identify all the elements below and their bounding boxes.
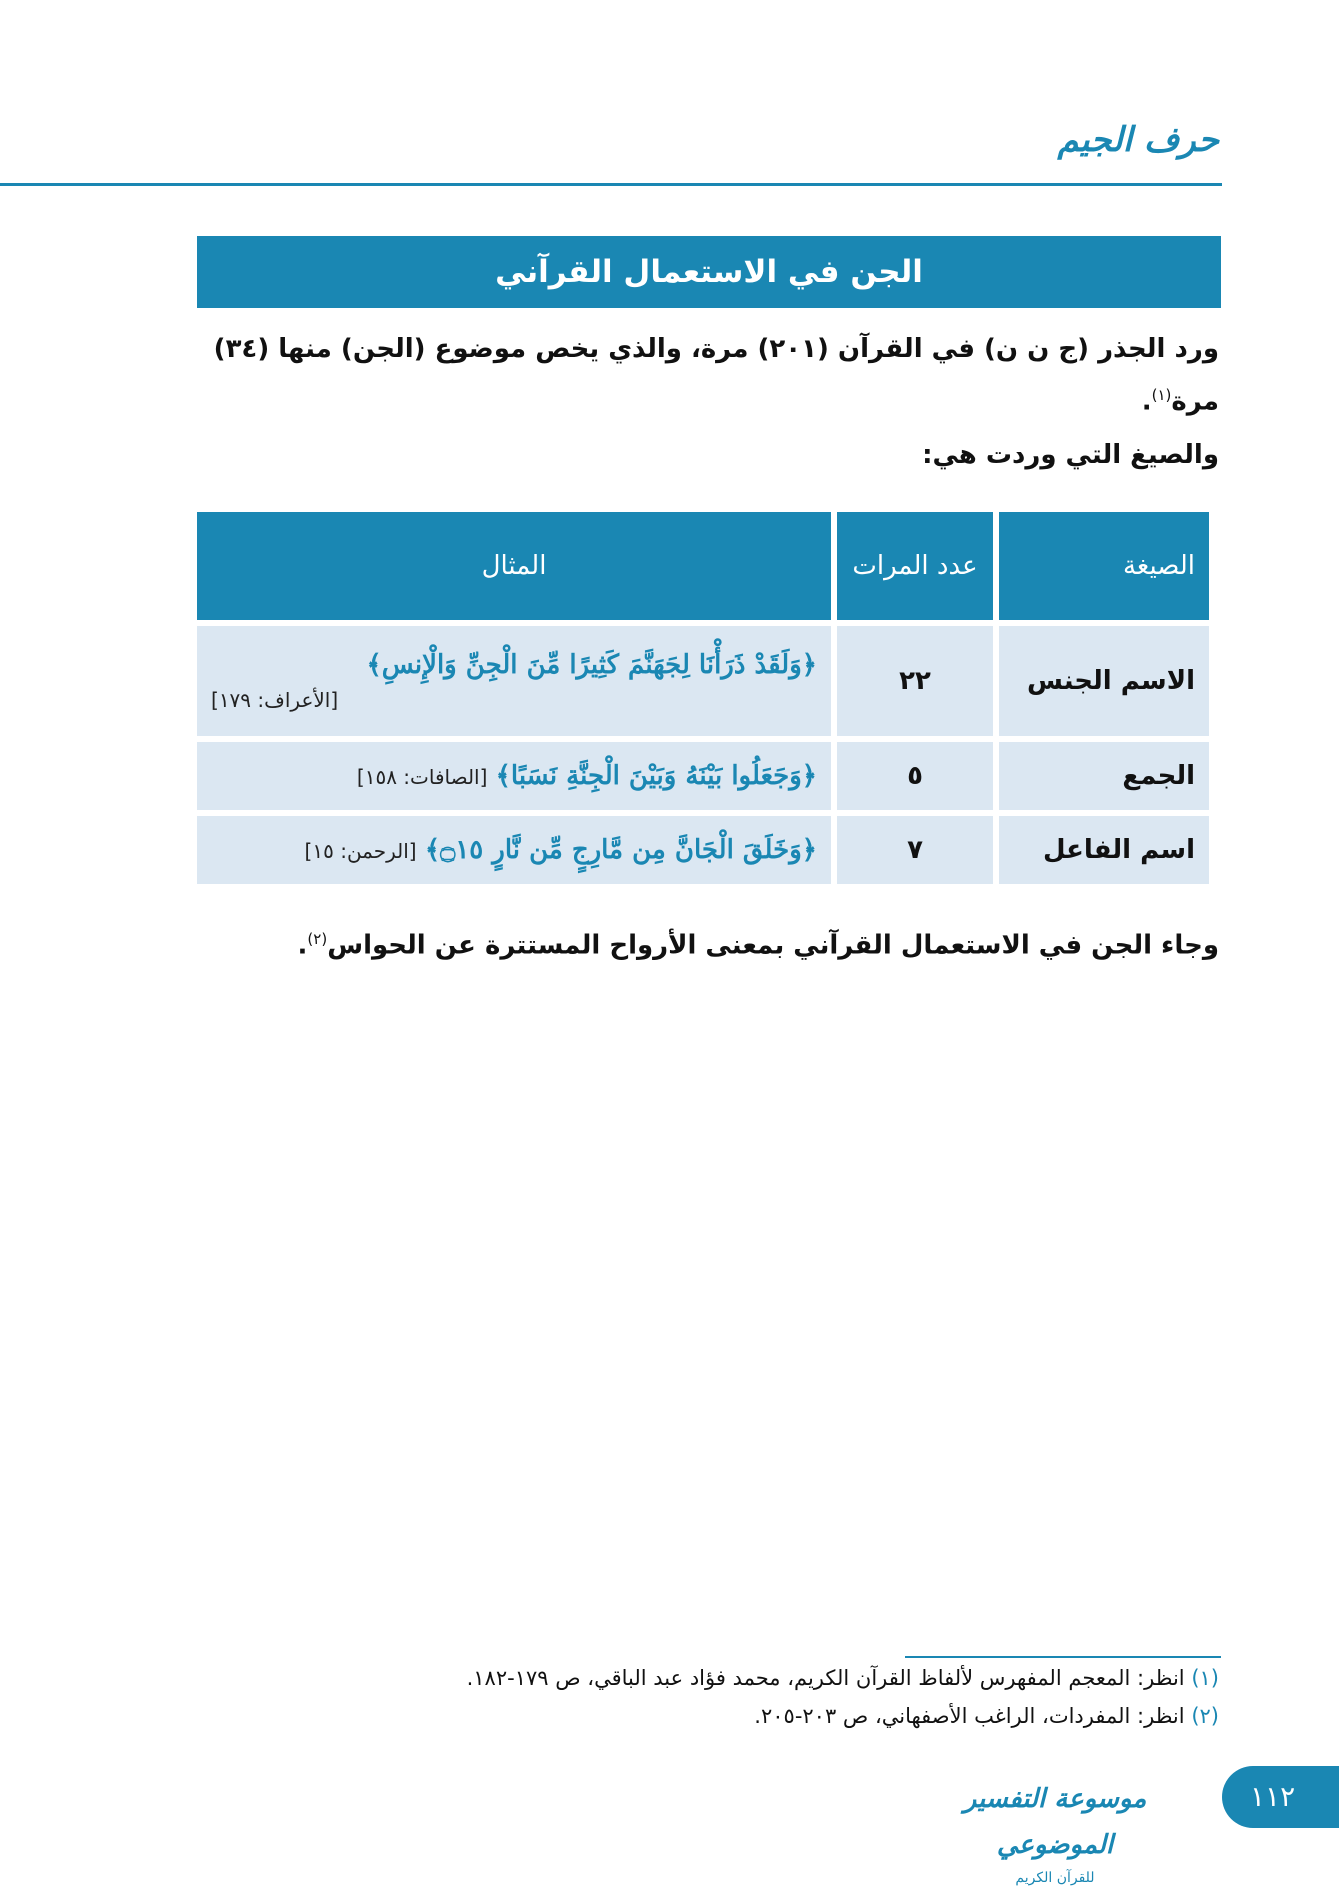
verse-reference: [الأعراف: ١٧٩]: [211, 688, 339, 712]
verse-text: ﴿وَخَلَقَ الْجَانَّ مِن مَّارِجٍ مِّن نَّارٍ ۝١٥﴾: [424, 835, 817, 865]
header-count: عدد المرات: [837, 512, 993, 620]
example-cell: [197, 816, 831, 884]
footnote-ref-2[interactable]: (٢): [307, 930, 328, 948]
count-cell: ٧: [837, 816, 993, 884]
intro-text: ورد الجذر (ج ن ن) في القرآن (٢٠١) مرة، والذي يخص موضوع (الجن) منها (٣٤) مرة: [213, 334, 1219, 417]
verse-text: ﴿وَجَعَلُوا بَيْنَهُ وَبَيْنَ الْجِنَّةِ نَسَبًا﴾: [495, 761, 817, 791]
footnote-number: (١): [1191, 1666, 1219, 1690]
conclusion-paragraph: [197, 930, 1219, 961]
logo-title: موسوعة التفسير الموضوعي: [963, 1784, 1147, 1860]
footnote-text: انظر: المفردات، الراغب الأصفهاني، ص ٢٠٣-٢٠٥.: [754, 1704, 1185, 1728]
example-cell: [197, 742, 831, 810]
header-divider: [0, 183, 1222, 186]
footnote-divider: [905, 1656, 1221, 1658]
section-title: الجن في الاستعمال القرآني: [197, 236, 1221, 308]
example-cell: [197, 626, 831, 736]
chapter-title: حرف الجيم: [1057, 120, 1219, 160]
footnote-2: [197, 1704, 1219, 1728]
count-cell: ٥: [837, 742, 993, 810]
intro-end: .: [1141, 386, 1152, 417]
form-cell: اسم الفاعل: [999, 816, 1209, 884]
page-number: ١١٢: [1222, 1766, 1339, 1828]
footnote-ref-1[interactable]: (١): [1151, 386, 1172, 404]
logo-subtitle: للقرآن الكريم: [1015, 1870, 1095, 1886]
forms-intro: والصيغ التي وردت هي:: [922, 440, 1219, 470]
footnote-1: [197, 1666, 1219, 1690]
table-header-row: [197, 512, 1209, 620]
conclusion-end: .: [297, 930, 308, 961]
footnote-text: انظر: المعجم المفهرس لألفاظ القرآن الكريم، محمد فؤاد عبد الباقي، ص ١٧٩-١٨٢.: [466, 1666, 1185, 1690]
verse-reference: [الصافات: ١٥٨]: [356, 765, 488, 789]
form-cell: الجمع: [999, 742, 1209, 810]
verse-reference: [الرحمن: ١٥]: [304, 839, 417, 863]
header-form: الصيغة: [999, 512, 1209, 620]
intro-paragraph: [197, 326, 1219, 425]
table-row: [197, 626, 1209, 736]
header-example: المثال: [197, 512, 831, 620]
table-row: [197, 742, 1209, 810]
form-cell: الاسم الجنس: [999, 626, 1209, 736]
table-row: [197, 816, 1209, 884]
count-cell: ٢٢: [837, 626, 993, 736]
footnote-number: (٢): [1191, 1704, 1219, 1728]
conclusion-text: وجاء الجن في الاستعمال القرآني بمعنى الأرواح المستترة عن الحواس: [327, 930, 1219, 961]
forms-table: [191, 506, 1215, 890]
verse-text: ﴿وَلَقَدْ ذَرَأْنَا لِجَهَنَّمَ كَثِيرًا مِّنَ الْجِنِّ وَالْإِنسِ﴾: [366, 650, 817, 680]
encyclopedia-logo: [930, 1776, 1180, 1886]
